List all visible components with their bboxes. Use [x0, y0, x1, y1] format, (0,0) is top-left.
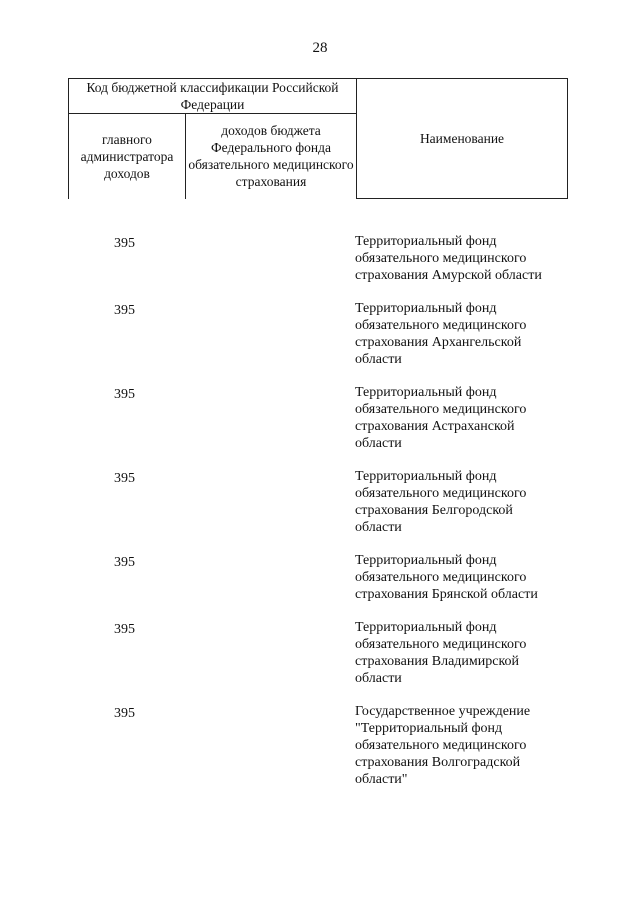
fund-name: Территориальный фонд обязательного медицинского страхования Архангельской области [355, 301, 527, 367]
fund-name: Территориальный фонд обязательного медицинского страхования Владимирской области [355, 620, 527, 686]
fund-name: Территориальный фонд обязательного медицинского страхования Брянской области [355, 553, 538, 602]
name-column-header: Наименование [357, 79, 568, 199]
table-row [0, 300, 640, 368]
admin-code: 395 [114, 387, 135, 402]
admin-code: 395 [114, 471, 135, 486]
table-row [0, 552, 640, 603]
admin-column-header: главного администратора доходов [69, 114, 186, 199]
table-row [0, 233, 640, 284]
fund-name: Территориальный фонд обязательного медицинского страхования Белгородской области [355, 469, 527, 535]
fund-name: Территориальный фонд обязательного медицинского страхования Астраханской области [355, 385, 527, 451]
fund-name: Государственное учреждение "Территориальный фонд обязательного медицинского страхования Волгоградской области" [355, 704, 531, 787]
table-row [0, 619, 640, 687]
table-row [0, 468, 640, 536]
admin-code: 395 [114, 236, 135, 251]
admin-code: 395 [114, 555, 135, 570]
fund-name: Территориальный фонд обязательного медицинского страхования Амурской области [355, 234, 542, 283]
classification-rows [0, 233, 640, 804]
classification-table-header [68, 78, 568, 199]
page-number: 28 [312, 40, 328, 56]
budget-code-group-header: Код бюджетной классификации Российской Федерации [69, 79, 357, 114]
admin-code: 395 [114, 706, 135, 721]
admin-code: 395 [114, 303, 135, 318]
table-row [0, 384, 640, 452]
admin-code: 395 [114, 622, 135, 637]
table-row [0, 703, 640, 788]
income-column-header: доходов бюджета Федерального фонда обязательного медицинского страхования [186, 114, 357, 199]
